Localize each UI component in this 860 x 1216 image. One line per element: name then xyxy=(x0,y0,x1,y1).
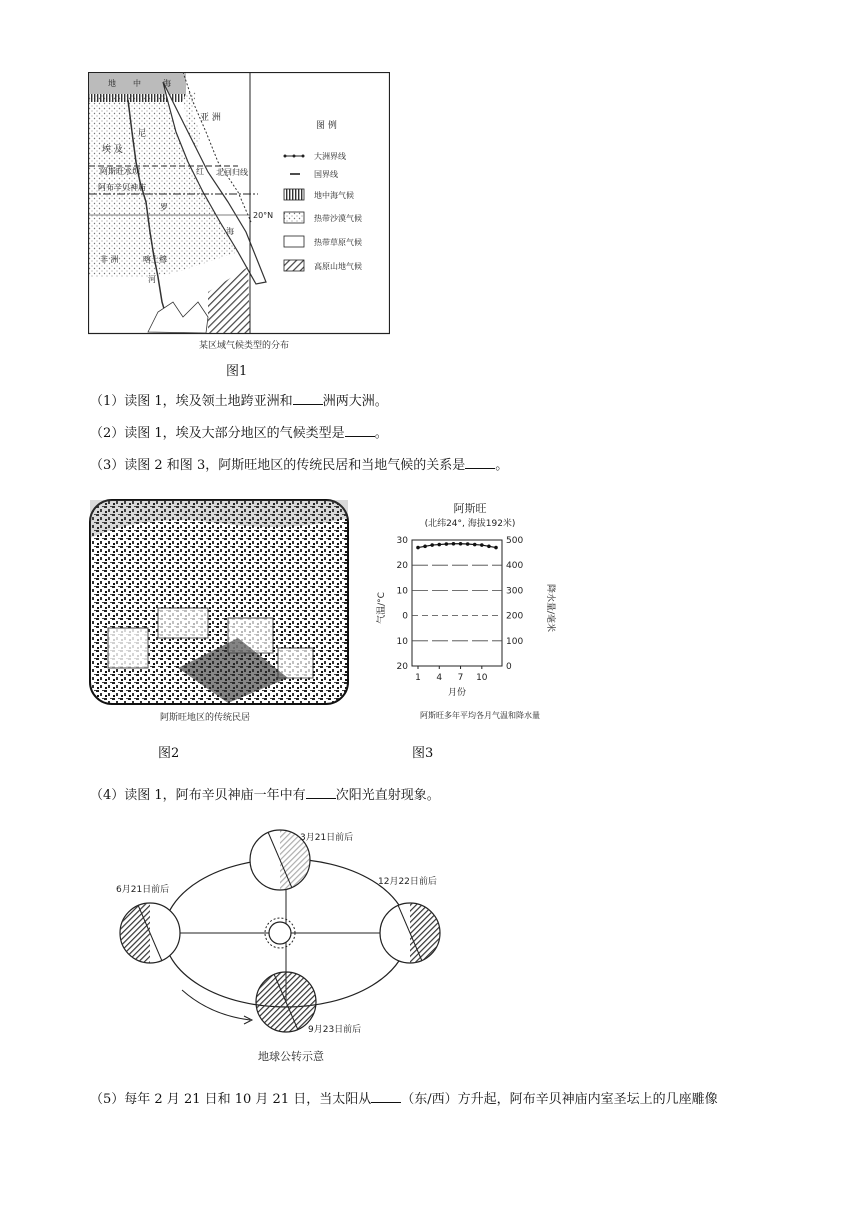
svg-text:国界线: 国界线 xyxy=(314,170,338,179)
map-label-lat20: 20°N xyxy=(253,211,274,220)
y2-axis-label: 降水量/毫米 xyxy=(545,583,555,633)
y-tick-label: 0 xyxy=(402,611,408,622)
map-label-red-2: 海 xyxy=(226,227,234,236)
svg-text:地中海气候: 地中海气候 xyxy=(314,191,354,200)
map-title: 某区域气候类型的分布 xyxy=(199,341,290,351)
answer-blank-3[interactable] xyxy=(465,456,495,469)
photo-title: 阿斯旺地区的传统民居 xyxy=(160,713,251,723)
y2-tick-label: 0 xyxy=(506,662,512,672)
earth-orbit-diagram xyxy=(110,820,460,1070)
x-axis-label: 月份 xyxy=(447,688,467,698)
temperature-point xyxy=(430,543,434,547)
y2-tick-label: 100 xyxy=(506,636,524,647)
temperature-line xyxy=(418,544,496,548)
plot-frame xyxy=(412,540,502,666)
map-label-nile-1: 尼 xyxy=(138,129,146,138)
map-label-red-1: 红 xyxy=(196,167,204,176)
earth-september xyxy=(256,972,316,1032)
date-june: 6月21日前后 xyxy=(116,885,170,895)
fig1-caption: 图1 xyxy=(226,364,248,379)
temperature-point xyxy=(437,543,441,547)
temperature-point xyxy=(487,545,491,549)
series-marks xyxy=(416,542,498,549)
sun-icon xyxy=(265,918,295,948)
fig3-caption: 图3 xyxy=(412,746,434,761)
question-2: （2）读图 1，埃及大部分地区的气候类型是 。 xyxy=(90,426,388,441)
map-label-tropic: 北回归线 xyxy=(216,168,248,177)
map-label-sea-2: 中 xyxy=(133,79,141,88)
y-axis-label: 气温/°C xyxy=(377,592,387,624)
temperature-point xyxy=(494,546,498,550)
date-september: 9月23日前后 xyxy=(308,1025,362,1035)
climate-chart xyxy=(370,498,590,726)
legend-desert xyxy=(284,212,362,223)
answer-blank-4[interactable] xyxy=(306,786,336,799)
x-tick-label: 1 xyxy=(415,673,421,683)
svg-text:热带沙漠气候: 热带沙漠气候 xyxy=(314,214,362,223)
map-label-khartoum: 喀土穆 xyxy=(143,255,167,264)
y-tick-label: 10 xyxy=(396,586,408,597)
orbit-title: 地球公转示意 xyxy=(258,1050,324,1063)
y2-tick-label: 500 xyxy=(506,536,524,546)
temperature-point xyxy=(445,542,449,546)
question-3: （3）读图 2 和图 3，阿斯旺地区的传统民居和当地气候的关系是 。 xyxy=(90,458,509,473)
svg-text:高原山地气候: 高原山地气候 xyxy=(314,262,362,271)
map-label-sea-3: 海 xyxy=(163,79,171,88)
legend-title: 图 例 xyxy=(316,121,337,131)
y-tick-label: 20 xyxy=(396,561,408,572)
y-tick-label: 20 xyxy=(396,662,408,672)
temperature-point xyxy=(466,542,470,546)
chart-caption-title: 阿斯旺多年平均各月气温和降水量 xyxy=(420,711,540,720)
map-label-asia: 亚 洲 xyxy=(200,113,221,123)
y-tick-label: 10 xyxy=(396,636,408,647)
y-axis-ticks xyxy=(397,536,409,672)
x-axis-ticks xyxy=(415,666,488,683)
svg-text:大洲界线: 大洲界线 xyxy=(314,152,346,161)
y2-tick-label: 200 xyxy=(506,611,524,622)
earth-june xyxy=(120,903,180,963)
chart-title: 阿斯旺 xyxy=(453,502,487,515)
y-tick-label: 30 xyxy=(396,536,408,546)
temperature-point xyxy=(480,543,484,547)
temperature-point xyxy=(473,543,477,547)
temperature-point xyxy=(423,545,427,549)
map-label-abu-simbel: 阿布辛贝神庙 xyxy=(98,183,146,192)
map-label-sea-1: 地 xyxy=(108,79,116,88)
y2-tick-label: 300 xyxy=(506,586,524,597)
question-5: （5）每年 2 月 21 日和 10 月 21 日，当太阳从 （东/西）方升起，阿布辛贝神庙内室圣坛上的几座雕像 xyxy=(90,1092,718,1107)
legend-savanna xyxy=(284,236,362,247)
date-december: 12月22日前后 xyxy=(378,877,437,887)
gridlines xyxy=(412,565,502,641)
legend-highland xyxy=(284,260,362,271)
map-label-africa: 非 洲 xyxy=(100,255,119,264)
answer-blank-2[interactable] xyxy=(345,424,375,437)
map-label-aswan-dam: 阿斯旺水坝 xyxy=(100,167,140,176)
question-1: （1）读图 1，埃及领土地跨亚洲和 洲两大洲。 xyxy=(90,394,388,409)
temperature-point xyxy=(452,542,456,546)
answer-blank-5[interactable] xyxy=(371,1090,401,1103)
x-tick-label: 4 xyxy=(436,673,443,683)
fig2-caption: 图2 xyxy=(158,746,180,761)
x-tick-label: 10 xyxy=(476,673,488,683)
y2-tick-label: 400 xyxy=(506,561,524,572)
svg-text:热带草原气候: 热带草原气候 xyxy=(314,238,362,247)
earth-december xyxy=(380,903,440,963)
chart-subtitle: (北纬24°, 海拔192米) xyxy=(424,519,516,529)
traditional-houses-photo xyxy=(88,498,350,726)
map-label-nile-2: 罗 xyxy=(160,203,168,212)
answer-blank-1[interactable] xyxy=(293,392,323,405)
climate-map xyxy=(88,72,390,354)
question-4: （4）读图 1，阿布辛贝神庙一年中有 次阳光直射现象。 xyxy=(90,788,440,803)
y2-axis-ticks xyxy=(506,536,523,672)
temperature-point xyxy=(459,542,463,546)
x-tick-label: 7 xyxy=(457,673,464,683)
date-march: 3月21日前后 xyxy=(300,833,354,843)
map-label-nile-3: 河 xyxy=(148,275,156,284)
temperature-point xyxy=(416,546,420,550)
legend-mediterranean xyxy=(284,189,354,200)
map-label-egypt: 埃 及 xyxy=(102,145,123,155)
